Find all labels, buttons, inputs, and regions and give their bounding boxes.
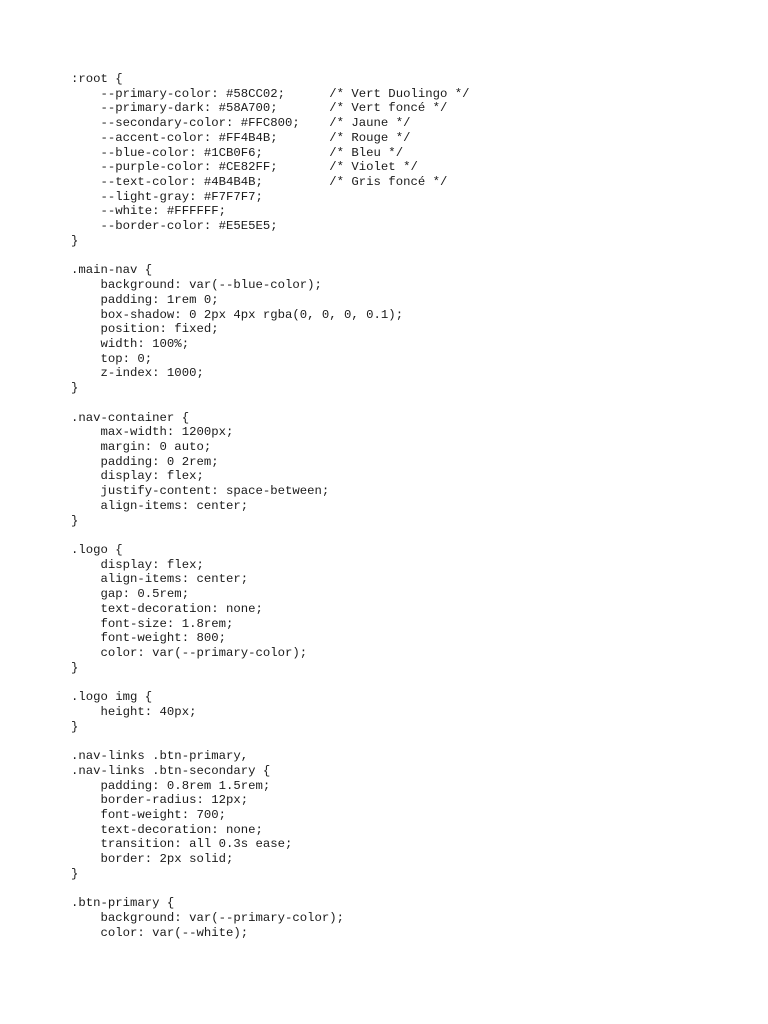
code-line: .btn-primary { [71,896,175,911]
code-line: --text-color: #4B4B4B; /* Gris foncé */ [71,175,448,190]
code-line: height: 40px; [71,704,197,719]
code-line: .logo img { [71,690,153,705]
code-line: align-items: center; [71,572,249,587]
code-line: } [71,381,79,396]
code-line: .nav-links .btn-secondary { [71,763,271,778]
code-line: .main-nav { [71,263,153,278]
code-line: .nav-links .btn-primary, [71,749,249,764]
code-line [71,396,469,411]
code-line: --light-gray: #F7F7F7; [71,189,263,204]
code-line: border: 2px solid; [71,852,234,867]
code-line: } [71,513,79,528]
code-line: gap: 0.5rem; [71,587,190,602]
code-line: z-index: 1000; [71,366,204,381]
code-line: --blue-color: #1CB0F6; /* Bleu */ [71,145,404,160]
code-line: box-shadow: 0 2px 4px rgba(0, 0, 0, 0.1); [71,307,404,322]
code-line: } [71,233,79,248]
code-line: --border-color: #E5E5E5; [71,219,278,234]
code-line: display: flex; [71,469,204,484]
code-line: } [71,660,79,675]
code-line: background: var(--primary-color); [71,910,345,925]
code-line: --primary-dark: #58A700; /* Vert foncé */ [71,101,448,116]
code-line: text-decoration: none; [71,601,263,616]
code-line: display: flex; [71,557,204,572]
code-line: --secondary-color: #FFC800; /* Jaune */ [71,116,411,131]
code-line: --primary-color: #58CC02; /* Vert Duolingo */ [71,86,470,101]
code-line: position: fixed; [71,322,219,337]
code-line: border-radius: 12px; [71,793,249,808]
code-line: text-decoration: none; [71,822,263,837]
code-line: max-width: 1200px; [71,425,234,440]
code-line: color: var(--primary-color); [71,646,308,661]
code-line: width: 100%; [71,336,190,351]
code-line: font-weight: 800; [71,631,226,646]
css-code-block [71,72,469,940]
code-line: } [71,866,79,881]
code-line: font-size: 1.8rem; [71,616,234,631]
code-line: transition: all 0.3s ease; [71,837,293,852]
code-line: align-items: center; [71,498,249,513]
code-line: padding: 1rem 0; [71,292,219,307]
code-line [71,675,469,690]
code-line: color: var(--white); [71,925,249,940]
code-line: padding: 0.8rem 1.5rem; [71,778,271,793]
code-line: --white: #FFFFFF; [71,204,226,219]
code-line [71,882,469,897]
code-line [71,528,469,543]
code-line: :root { [71,72,123,86]
code-line: margin: 0 auto; [71,439,212,454]
code-line: justify-content: space-between; [71,484,330,499]
code-line: } [71,719,79,734]
code-line: .logo { [71,543,123,557]
code-line [71,249,469,264]
code-line: --purple-color: #CE82FF; /* Violet */ [71,160,418,175]
code-line: --accent-color: #FF4B4B; /* Rouge */ [71,130,411,145]
code-line: top: 0; [71,351,153,366]
code-line [71,734,469,749]
code-line: .nav-container { [71,410,190,425]
code-line: padding: 0 2rem; [71,454,219,469]
code-line: background: var(--blue-color); [71,278,322,293]
code-line: font-weight: 700; [71,807,226,822]
